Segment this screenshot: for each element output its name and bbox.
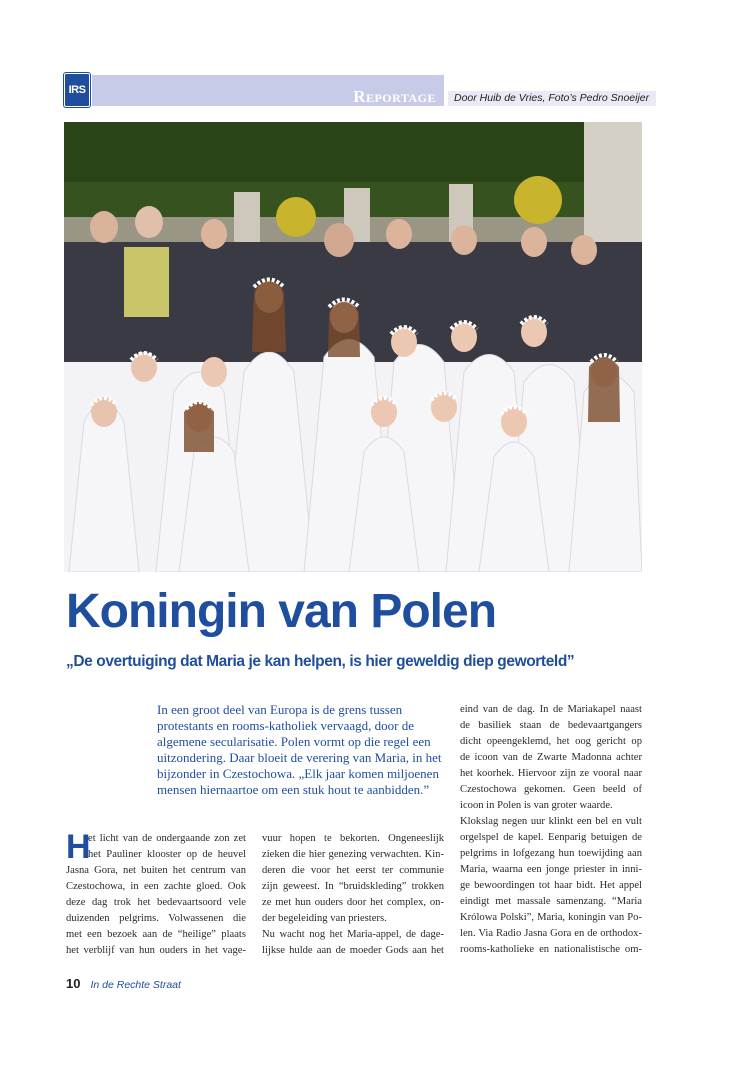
body-line: met een bezoek aan de “heilige” plaats	[66, 929, 246, 940]
intro-line: bijzonder in Czestochowa. „Elk jaar komen miljoenen	[157, 766, 439, 781]
page-number: 10	[66, 976, 81, 991]
body-line: dicht opeengeklemd, het oog gericht op	[460, 736, 642, 747]
body-line: icoon in Polen is van groter waarde.	[460, 800, 613, 811]
body-line: der begeleiding van priesters.	[262, 913, 387, 924]
body-line: vuur hopen te bekorten. Ongeneeslijk	[262, 833, 444, 844]
body-column-2	[262, 831, 444, 959]
intro-line: mensen hiernaartoe om een stuk hout te aanbidden.”	[157, 782, 430, 797]
body-line: Nu wacht nog het Maria-appel, de dage-	[262, 929, 444, 940]
body-line: het verblijf van hun ouders in het vage-	[66, 945, 246, 956]
intro-line: protestants en rooms-katholiek vervaagd, door de	[157, 718, 415, 733]
body-line: orgelspel de kapel. Eenparig betuigen de	[460, 832, 642, 843]
body-line: Klokslag negen uur klinkt een bel en vult	[460, 816, 642, 827]
header-band	[92, 75, 444, 106]
body-line: eind van de dag. In de Mariakapel naast	[460, 704, 642, 715]
article-photo	[64, 122, 642, 572]
body-line: zijn geweest. In “bruidskleding” trokken	[262, 881, 444, 892]
magazine-name: In de Rechte Straat	[90, 979, 181, 991]
body-line: de icoon van de Zwarte Madonna achter	[460, 752, 642, 763]
article-subtitle: „De overtuiging dat Maria je kan helpen, is hier geweldig diep geworteld”	[66, 653, 575, 670]
article-intro	[157, 702, 447, 798]
body-line: ge bewoordingen tot haar bidt. Het appel	[460, 880, 642, 891]
body-line: lijkse hulde aan de moeder Gods aan het	[262, 945, 444, 956]
body-line: Czestochowa, in een zachte gloed. Ook	[66, 881, 246, 892]
body-line: Jasna Gora, net buiten het centrum van	[66, 865, 246, 876]
intro-line: In een groot deel van Europa is de grens tussen	[157, 702, 403, 717]
credit-band	[448, 91, 656, 106]
body-line: Królowa Polski”, Maria, koningin van Po-	[460, 912, 642, 923]
photo-icon	[64, 122, 642, 572]
body-column-1	[66, 828, 246, 959]
page-footer	[66, 975, 181, 993]
drop-cap: H	[66, 828, 91, 866]
body-line: zieken die hier genezing verwachten. Kin-	[262, 849, 444, 860]
intro-line: algemene secularisatie. Polen vormt op die regel een	[157, 734, 431, 749]
body-line: duizenden pelgrims. Volwassenen die	[66, 913, 246, 924]
body-line: deze dag trok het bedevaartsoord vele	[66, 897, 246, 908]
body-line: Czestochowa gekomen. Geen beeld of	[460, 784, 642, 795]
body-line: et licht van de ondergaande zon zet	[88, 833, 246, 844]
body-line: pelgrims in lofgezang hun toewijding aan	[460, 848, 642, 859]
author-credit: Door Huib de Vries, Foto’s Pedro Snoeijer	[454, 92, 650, 104]
irs-logo: IRS	[64, 73, 90, 107]
body-line: rooms-katholieke en nationalistische om-	[460, 944, 642, 955]
body-line: het koorhek. Hiervoor zijn ze vooral naar	[460, 768, 642, 779]
body-line: len. Via Radio Jasna Gora en de orthodox-	[460, 928, 642, 939]
section-label: Reportage	[353, 87, 436, 106]
article-title: Koningin van Polen	[66, 585, 497, 638]
body-column-3	[460, 702, 642, 958]
body-line: eindigt met massale samenzang. “Maria	[460, 896, 642, 907]
body-line: de basiliek staan de bedevaartgangers	[460, 720, 642, 731]
body-line: ze met hun ouders door het complex, on-	[262, 897, 444, 908]
body-line: deren die voor het eerst ter communie	[262, 865, 444, 876]
intro-line: uitzondering. Daar bloeit de verering van Maria, in het	[157, 750, 442, 765]
body-line: Maria, waarna een jonge priester in inni-	[460, 864, 642, 875]
body-line: het Pauliner klooster op de heuvel	[88, 849, 246, 860]
